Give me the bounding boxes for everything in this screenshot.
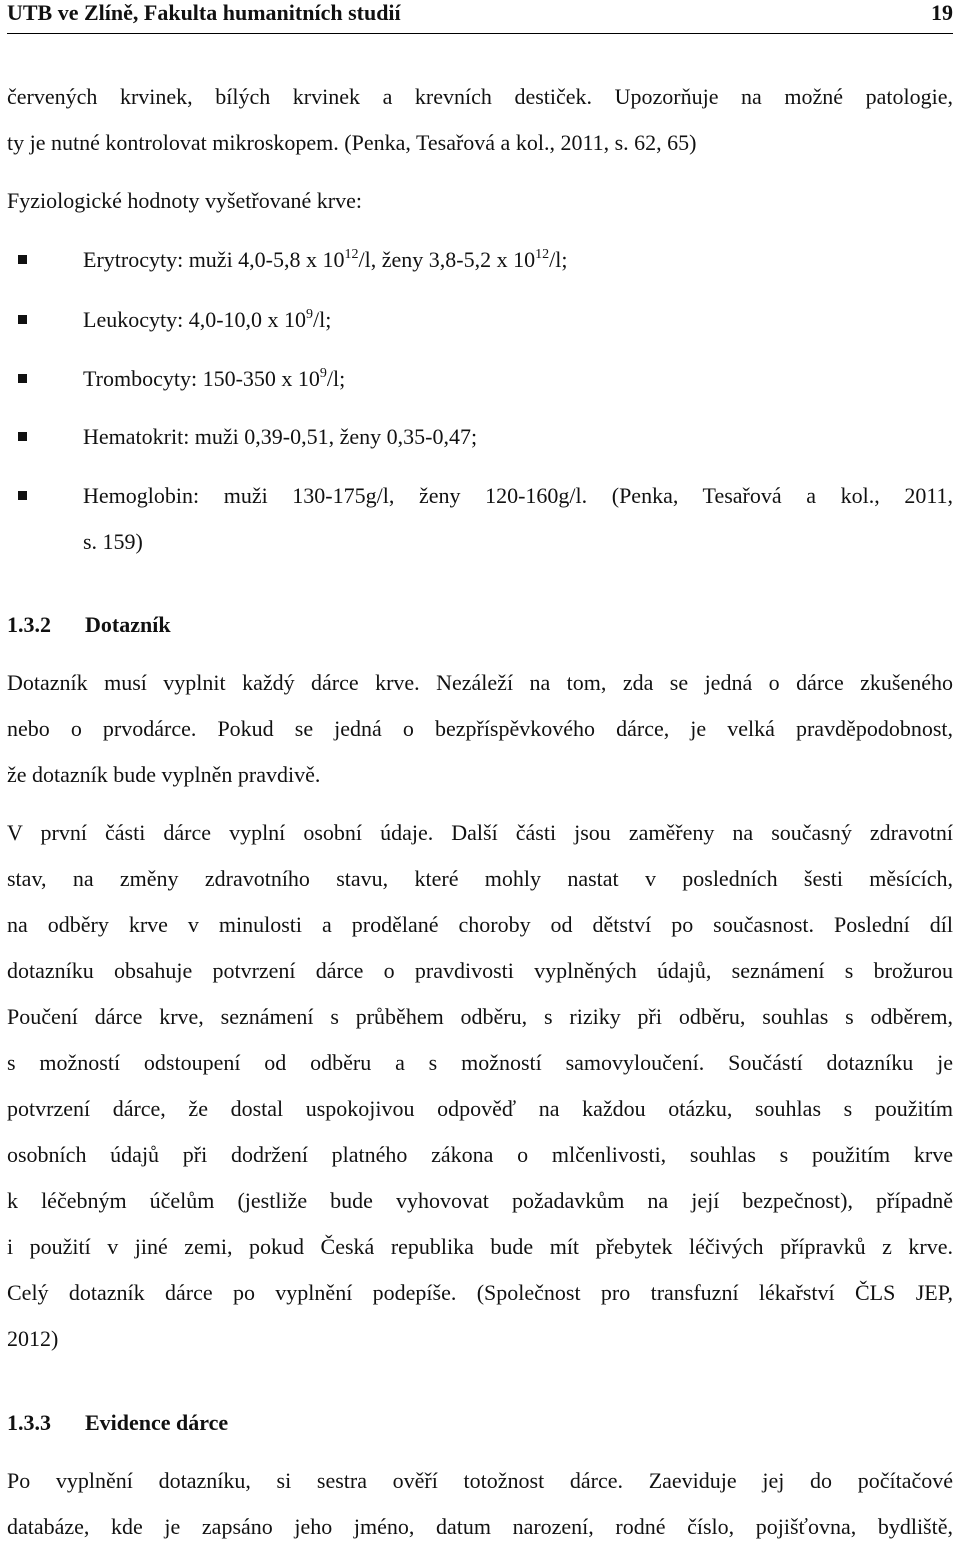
para3-line: 2012) (7, 1326, 59, 1351)
para3-line: dotazníku obsahuje potvrzení dárce o pravdivosti vyplněných údajů, seznámení s brožurou (7, 958, 953, 983)
para1-line1: červených krvinek, bílých krvinek a krevních destiček. Upozorňuje na možné patologie, (7, 84, 953, 109)
section-heading-dotaznik: 1.3.2 Dotazník (7, 612, 171, 637)
para2-line: Dotazník musí vyplnit každý dárce krve. Nezáleží na tom, zda se jedná o dárce zkušeného (7, 670, 953, 695)
list-item-hemoglobin-cont: s. 159) (83, 529, 143, 554)
square-bullet-icon (18, 255, 27, 264)
para3-line: V první části dárce vyplní osobní údaje. Další části jsou zaměřeny na současný zdravotní (7, 820, 953, 845)
para4-line: databáze, kde je zapsáno jeho jméno, datum narození, rodné číslo, pojišťovna, bydliště, (7, 1514, 953, 1539)
para3-line: s možností odstoupení od odběru a s možností samovyloučení. Součástí dotazníku je (7, 1050, 953, 1075)
square-bullet-icon (18, 374, 27, 383)
para3-line: stav, na změny zdravotního stavu, které mohly nastat v posledních šesti měsících, (7, 866, 953, 891)
para2-line: že dotazník bude vyplněn pravdivě. (7, 762, 321, 787)
para1-line2: ty je nutné kontrolovat mikroskopem. (Penka, Tesařová a kol., 2011, s. 62, 65) (7, 130, 697, 155)
para3-line: i použití v jiné zemi, pokud Česká republika bude mít přebytek léčivých přípravků z krve. (7, 1234, 953, 1259)
para3-line: potvrzení dárce, že dostal uspokojivou odpověď na každou otázku, souhlas s použitím (7, 1096, 953, 1121)
para3-line: Celý dotazník dárce po vyplnění podepíše. (Společnost pro transfuzní lékařství ČLS JEP, (7, 1280, 953, 1305)
square-bullet-icon (18, 432, 27, 441)
section-heading-evidence: 1.3.3 Evidence dárce (7, 1410, 229, 1435)
para3-line: osobních údajů při dodržení platného zákona o mlčenlivosti, souhlas s použitím krve (7, 1142, 953, 1167)
header-title: UTB ve Zlíně, Fakulta humanitních studií (7, 0, 401, 25)
page-number: 19 (931, 0, 953, 25)
para4-line: Po vyplnění dotazníku, si sestra ověří totožnost dárce. Zaeviduje jej do počítačové (7, 1468, 953, 1493)
para3-line: na odběry krve v minulosti a prodělané choroby od dětství po současnost. Poslední díl (7, 912, 953, 937)
para2-line: nebo o prvodárce. Pokud se jedná o bezpříspěvkového dárce, je velká pravděpodobnost, (7, 716, 953, 741)
para3-line: k léčebným účelům (jestliže bude vyhovovat požadavkům na její bezpečnost), případně (7, 1188, 953, 1213)
square-bullet-icon (18, 491, 27, 500)
square-bullet-icon (18, 315, 27, 324)
para3-line: Poučení dárce krve, seznámení s průběhem odběru, s riziky při odběru, souhlas s odběrem, (7, 1004, 953, 1029)
values-intro: Fyziologické hodnoty vyšetřované krve: (7, 188, 362, 213)
page-header (7, 0, 953, 34)
